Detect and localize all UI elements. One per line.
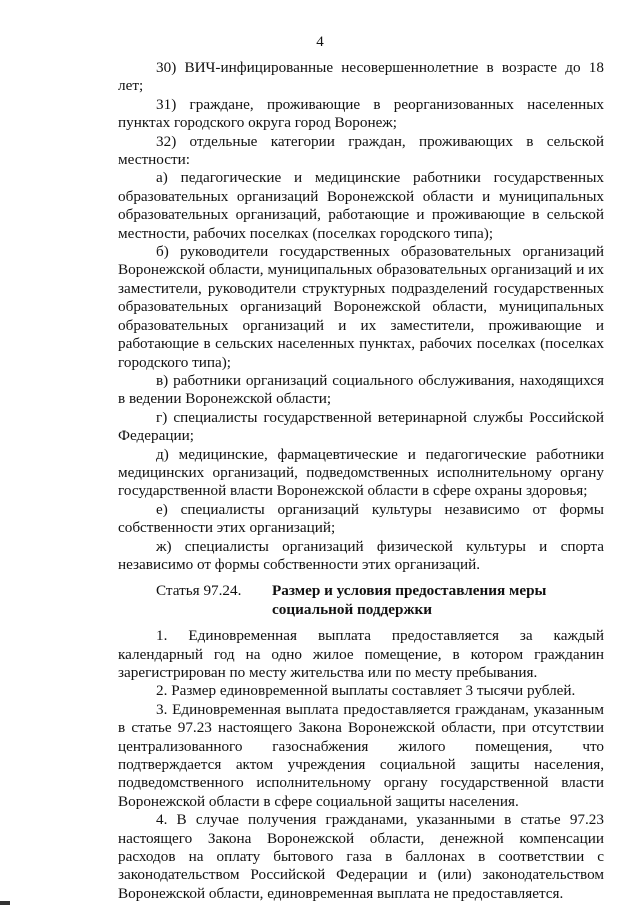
sub-item-e: е) специалисты организаций культуры независимо от формы собственности этих организаций; xyxy=(118,500,604,537)
sub-item-d: д) медицинские, фармацевтические и педагогические работники медицинских организаций, подведомственных исполнительному органу государственной власти Воронежской области в сфере охраны здоровья; xyxy=(118,445,604,500)
sub-item-zh: ж) специалисты организаций физической культуры и спорта независимо от формы собственности этих организаций. xyxy=(118,537,604,573)
list-item-32: 32) отдельные категории граждан, проживающих в сельской местности: xyxy=(118,132,604,169)
article-title: Размер и условия предоставления меры социальной поддержки xyxy=(272,582,547,618)
clause-4: 4. В случае получения гражданами, указанными в статье 97.23 настоящего Закона Воронежской области, денежной компенсации расходов на оплату бытового газа в баллонах в соответствии с законодательством Российской Федерации и (или) законодательством Воронежской области, единовременная выплата не предоставляется. xyxy=(118,811,604,902)
page-number: 4 xyxy=(316,34,324,50)
clause-3: 3. Единовременная выплата предоставляется гражданам, указанным в статье 97.23 настоящего Закона Воронежской области, при отсутствии централизованного газоснабжения жилого помещения, что подтверждается актом учреждения социальной защиты населения, подведомственного исполнительному органу государственной власти Воронежской области в сфере социальной защиты населения. xyxy=(118,700,604,810)
clause-1: 1. Единовременная выплата предоставляется за каждый календарный год на одно жилое помещение, в котором гражданин зарегистрирован по месту жительства или по месту пребывания. xyxy=(118,627,604,681)
list-item-30: 30) ВИЧ-инфицированные несовершеннолетние в возрасте до 18 лет; xyxy=(118,59,604,95)
sub-item-b: б) руководители государственных образовательных организаций Воронежской области, муниципальных образовательных организаций и их заместители, руководители структурных подразделений государственных образовательных организаций Воронежской области, муниципальных образовательных организаций и их заместители, проживающие и работающие в сельских населенных пунктах, рабочих поселках (поселках городского типа); xyxy=(118,243,604,371)
clause-2: 2. Размер единовременной выплаты составляет 3 тысячи рублей. xyxy=(156,682,576,700)
sub-item-v: в) работники организаций социального обслуживания, находящихся в ведении Воронежской области; xyxy=(118,371,604,408)
scan-edge-mark xyxy=(0,901,10,905)
article-label: Статья 97.24. xyxy=(156,582,242,600)
document-body xyxy=(118,59,604,903)
sub-item-a: а) педагогические и медицинские работники государственных образовательных организаций Воронежской области и муниципальных образовательных организаций, работающие и проживающие в сельской местности, рабочих поселках (поселках городского типа); xyxy=(118,169,604,242)
article-heading xyxy=(118,582,604,619)
list-item-31: 31) граждане, проживающие в реорганизованных населенных пунктах городского округа город Воронеж; xyxy=(118,95,604,132)
sub-item-g: г) специалисты государственной ветеринарной службы Российской Федерации; xyxy=(118,408,604,445)
